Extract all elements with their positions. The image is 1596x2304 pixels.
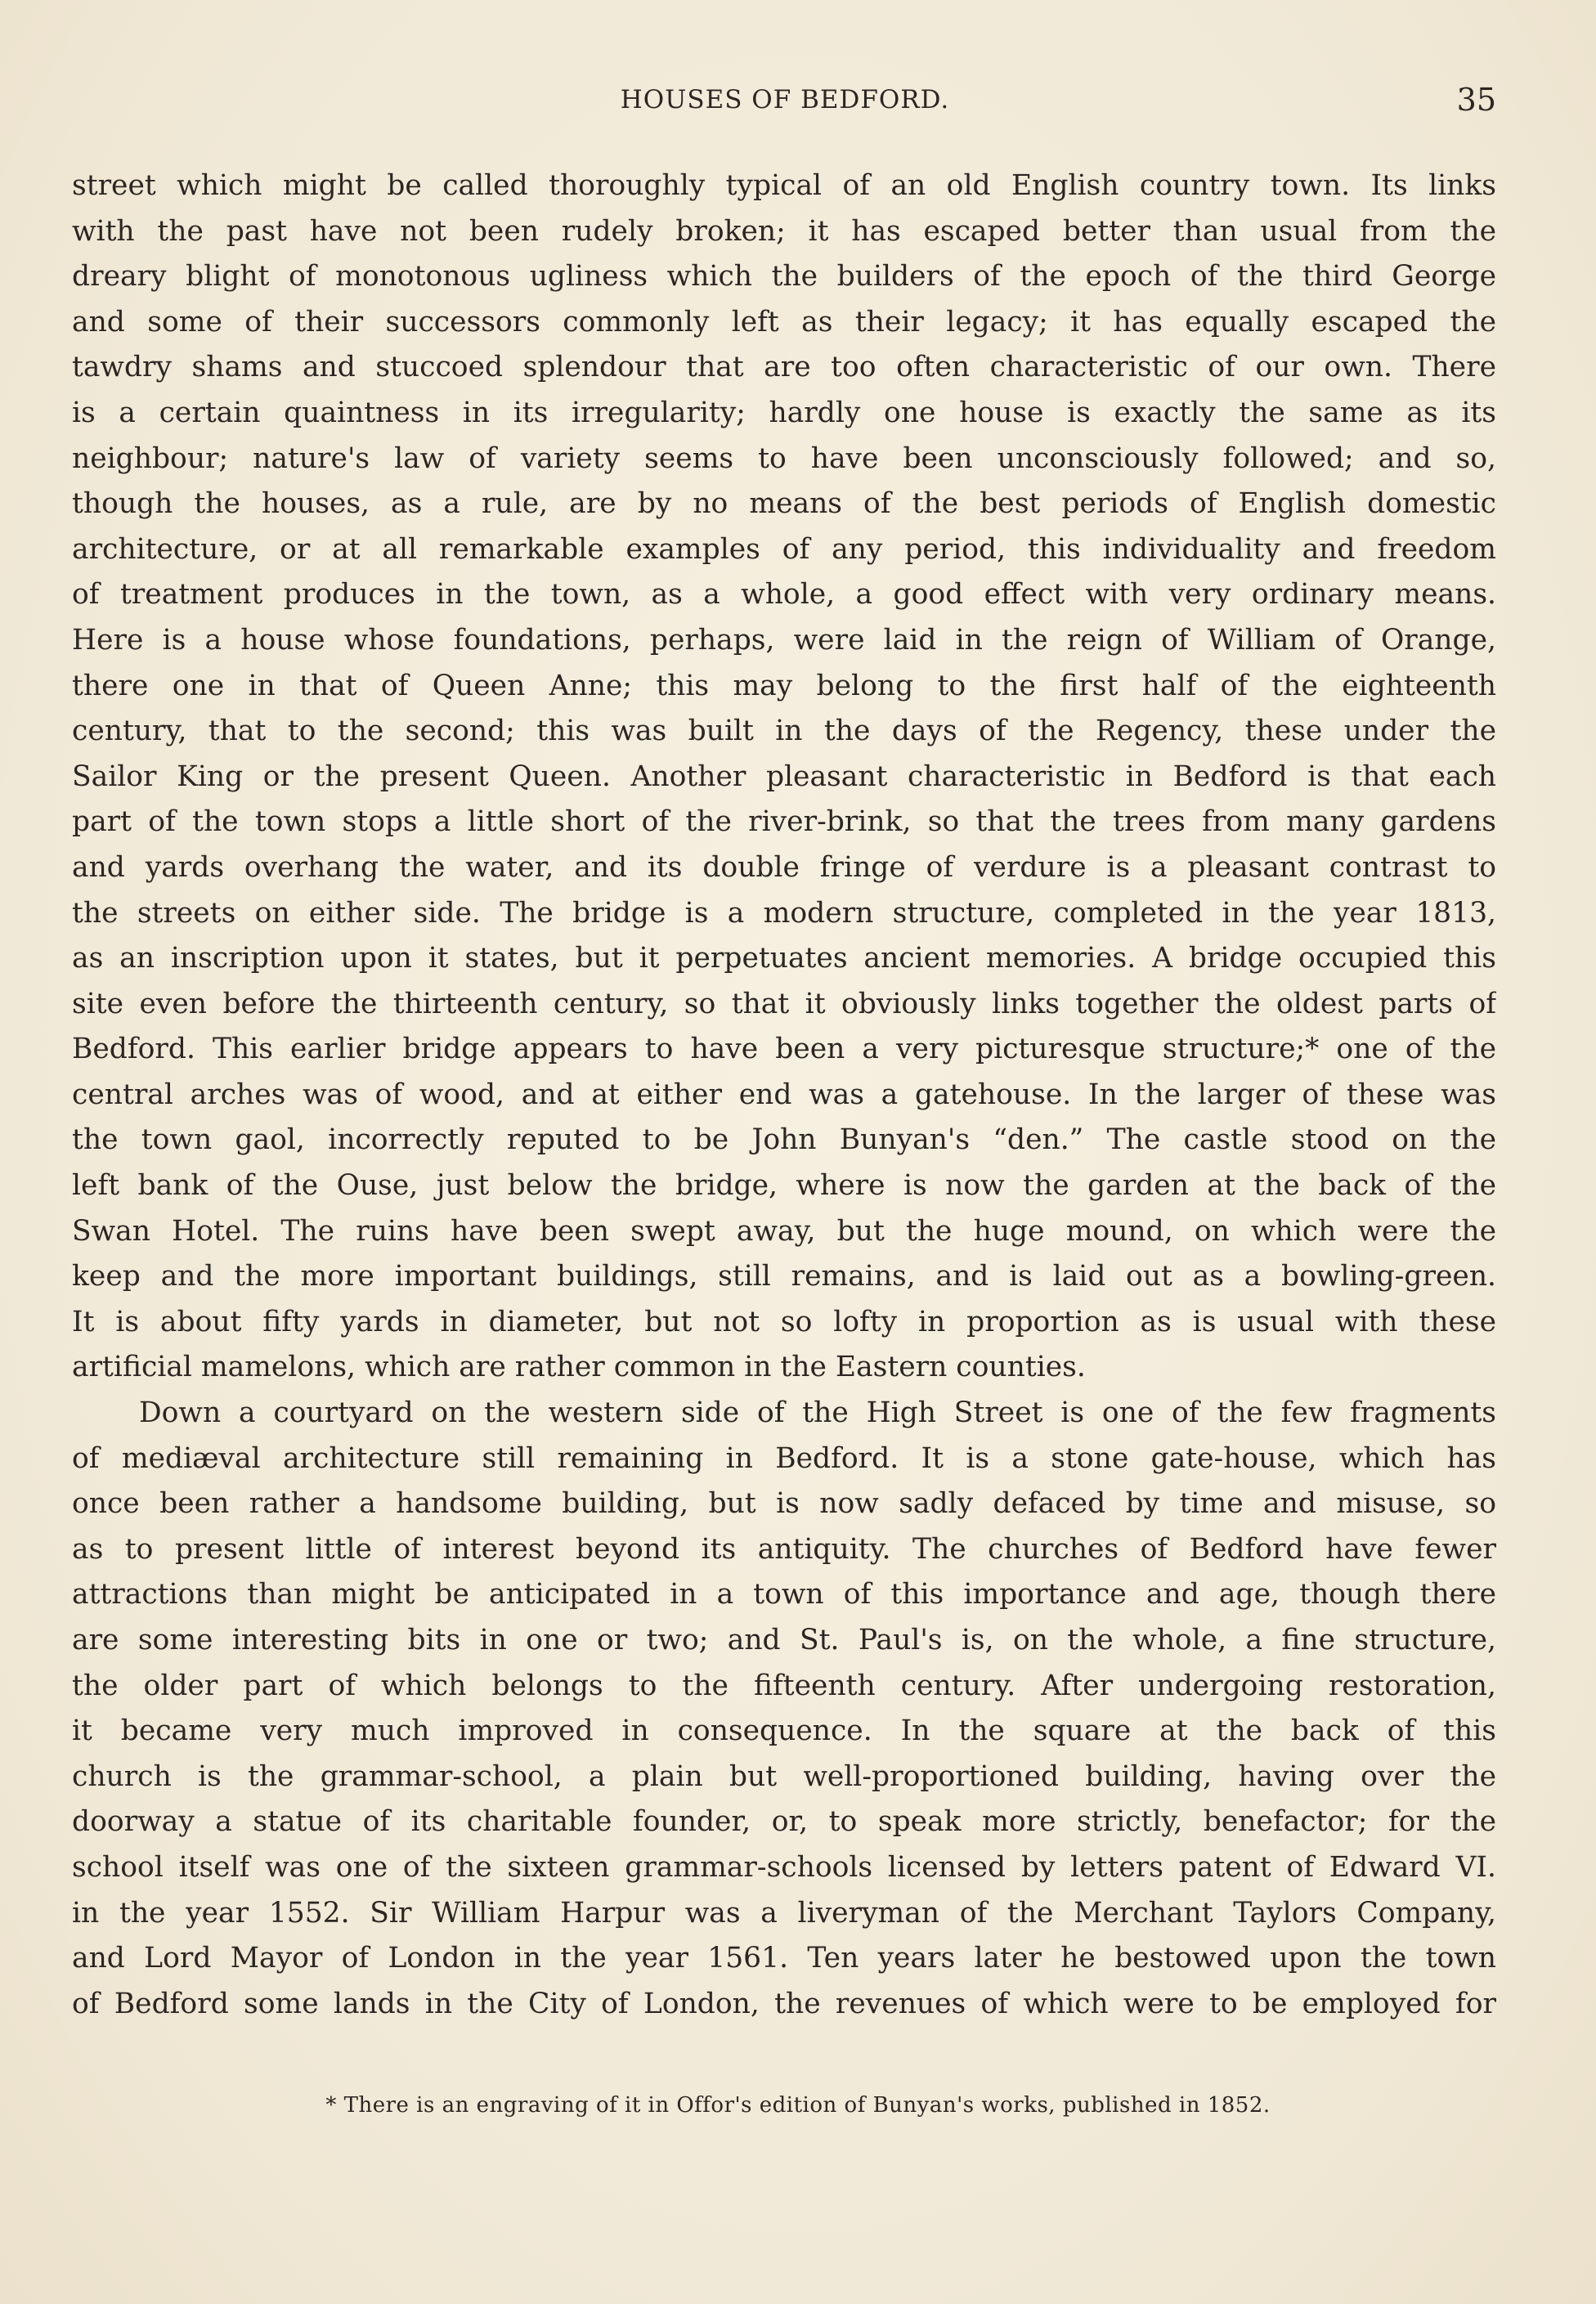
text-line: the older part of which belongs to the fifteenth century. After undergoing restoration, — [72, 1669, 1496, 1702]
text-line: the streets on either side. The bridge is a modern structure, completed in the year 1813, — [72, 896, 1496, 930]
text-line: Down a courtyard on the western side of the High Street is one of the few fragments — [139, 1396, 1496, 1430]
text-line: there one in that of Queen Anne; this may belong to the first half of the eighteenth — [72, 669, 1496, 702]
text-line: it became very much improved in consequence. In the square at the back of this — [72, 1715, 1496, 1748]
text-line: neighbour; nature's law of variety seems to have been unconsciously followed; and so, — [72, 442, 1496, 475]
text-line: school itself was one of the sixteen grammar-schools licensed by letters patent of Edward VI. — [72, 1850, 1496, 1884]
text-line: dreary blight of monotonous ugliness which the builders of the epoch of the third George — [72, 260, 1496, 294]
running-title: HOUSES OF BEDFORD. — [620, 85, 950, 114]
text-line: doorway a statue of its charitable founder, or, to speak more strictly, benefactor; for the — [72, 1805, 1496, 1839]
paragraph-2 — [72, 1391, 1496, 2027]
text-line: of mediæval architecture still remaining in Bedford. It is a stone gate-house, which has — [72, 1441, 1496, 1475]
text-line: in the year 1552. Sir William Harpur was a liveryman of the Merchant Taylors Company, — [72, 1896, 1496, 1930]
text-line: site even before the thirteenth century, so that it obviously links together the oldest parts of — [72, 987, 1496, 1020]
text-line: the town gaol, incorrectly reputed to be John Bunyan's “den.” The castle stood on the — [72, 1123, 1496, 1157]
text-line: century, that to the second; this was built in the days of the Regency, these under the — [72, 715, 1496, 748]
text-line: tawdry shams and stuccoed splendour that are too often characteristic of our own. There — [72, 351, 1496, 384]
text-line: are some interesting bits in one or two; and St. Paul's is, on the whole, a fine structure, — [72, 1624, 1496, 1656]
text-line: with the past have not been rudely broken; it has escaped better than usual from the — [72, 214, 1496, 248]
text-line: part of the town stops a little short of the river-brink, so that the trees from many gardens — [72, 805, 1496, 839]
running-head — [74, 82, 1496, 126]
page-number: 35 — [1456, 82, 1496, 118]
text-line: and yards overhang the water, and its double fringe of verdure is a pleasant contrast to — [72, 850, 1496, 884]
text-line: as an inscription upon it states, but it perpetuates ancient memories. A bridge occupied this — [72, 942, 1496, 975]
text-line: left bank of the Ouse, just below the bridge, where is now the garden at the back of the — [72, 1169, 1496, 1203]
text-line: though the houses, as a rule, are by no means of the best periods of English domestic — [72, 487, 1496, 521]
text-line: Here is a house whose foundations, perhaps, were laid in the reign of William of Orange, — [72, 623, 1496, 657]
text-line: Bedford. This earlier bridge appears to have been a very picturesque structure;* one of the — [72, 1033, 1496, 1066]
text-line: of treatment produces in the town, as a whole, a good effect with very ordinary means. — [72, 578, 1496, 612]
text-line: keep and the more important buildings, still remains, and is laid out as a bowling-green. — [72, 1260, 1496, 1293]
text-line: is a certain quaintness in its irregularity; hardly one house is exactly the same as its — [72, 396, 1496, 429]
text-line: attractions than might be anticipated in a town of this importance and age, though there — [72, 1578, 1496, 1611]
text-line: church is the grammar-school, a plain but well-proportioned building, having over the — [72, 1759, 1496, 1793]
text-line: Swan Hotel. The ruins have been swept away, but the huge mound, on which were the — [72, 1214, 1496, 1248]
text-line: Sailor King or the present Queen. Another pleasant characteristic in Bedford is that each — [72, 760, 1496, 793]
text-line: as to present little of interest beyond its antiquity. The churches of Bedford have fewer — [72, 1532, 1496, 1566]
text-line: artificial mamelons, which are rather common in the Eastern counties. — [72, 1351, 1086, 1384]
text-line: of Bedford some lands in the City of London, the revenues of which were to be employed for — [72, 1987, 1496, 2020]
body-text — [72, 164, 1496, 2027]
text-line: and Lord Mayor of London in the year 1561. Ten years later he bestowed upon the town — [72, 1942, 1496, 1975]
text-line: It is about fifty yards in diameter, but not so lofty in proportion as is usual with these — [72, 1305, 1496, 1338]
paragraph-1 — [72, 164, 1496, 1391]
text-line: once been rather a handsome building, but is now sadly defaced by time and misuse, so — [72, 1487, 1496, 1521]
text-line: street which might be called thoroughly typical of an old English country town. Its links — [72, 169, 1496, 202]
text-line: central arches was of wood, and at either end was a gatehouse. In the larger of these was — [72, 1078, 1496, 1111]
text-line: and some of their successors commonly left as their legacy; it has equally escaped the — [72, 305, 1496, 338]
text-line: architecture, or at all remarkable examples of any period, this individuality and freedom — [72, 532, 1496, 566]
footnote: * There is an engraving of it in Offor's edition of Bunyan's works, published in 1852. — [325, 2093, 1271, 2118]
